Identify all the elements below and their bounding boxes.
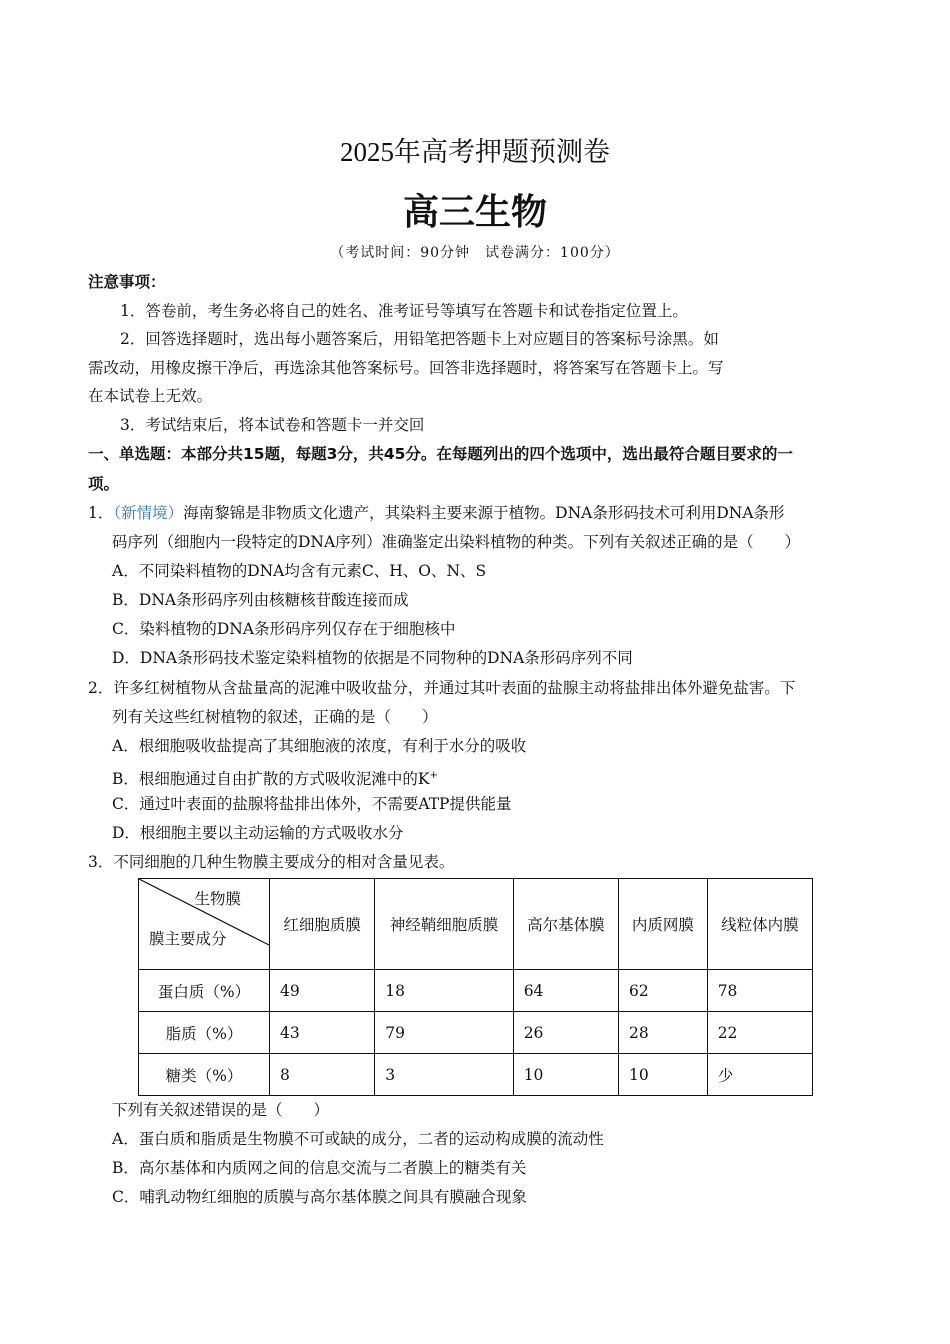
table-row-label: 脂质（%） bbox=[139, 1012, 270, 1054]
table-cell: 43 bbox=[270, 1012, 375, 1054]
table-row bbox=[139, 970, 813, 1012]
corner-top-label: 生物膜 bbox=[194, 890, 241, 908]
question-3-option-c: C．哺乳动物红细胞的质膜与高尔基体膜之间具有膜融合现象 bbox=[112, 1188, 527, 1206]
table-column-header: 线粒体内膜 bbox=[707, 879, 812, 970]
notice-item-3: 3．考试结束后，将本试卷和答题卡一并交回 bbox=[120, 416, 425, 434]
table-cell: 3 bbox=[375, 1054, 513, 1096]
question-3-stem: 3．不同细胞的几种生物膜主要成分的相对含量见表。 bbox=[88, 853, 455, 871]
table-column-header: 内质网膜 bbox=[618, 879, 707, 970]
notice-item-1: 1．答卷前，考生务必将自己的姓名、准考证号等填写在答题卡和试卷指定位置上。 bbox=[120, 302, 688, 320]
question-1-option-c: C．染料植物的DNA条形码序列仅存在于细胞核中 bbox=[112, 620, 456, 638]
notice-heading: 注意事项： bbox=[88, 273, 166, 291]
question-tag: （新情境） bbox=[113, 504, 184, 522]
table-column-header: 神经鞘细胞质膜 bbox=[375, 879, 513, 970]
question-1-option-a: A．不同染料植物的DNA均含有元素C、H、O、N、S bbox=[112, 562, 487, 580]
question-2-stem-cont: 列有关这些红树植物的叙述，正确的是（ ） bbox=[112, 708, 438, 726]
question-2-option-a: A．根细胞吸收盐提高了其细胞液的浓度，有利于水分的吸收 bbox=[112, 737, 527, 755]
table-cell: 62 bbox=[618, 970, 707, 1012]
table-column-header: 高尔基体膜 bbox=[513, 879, 618, 970]
question-3-prompt: 下列有关叙述错误的是（ ） bbox=[112, 1101, 330, 1119]
table-cell: 22 bbox=[707, 1012, 812, 1054]
table-cell: 28 bbox=[618, 1012, 707, 1054]
table-corner-cell bbox=[139, 879, 270, 970]
question-2-option-c: C．通过叶表面的盐腺将盐排出体外，不需要ATP提供能量 bbox=[112, 795, 512, 813]
table-row bbox=[139, 1012, 813, 1054]
question-1-stem bbox=[88, 499, 785, 528]
table-cell: 少 bbox=[707, 1054, 812, 1096]
table-cell: 10 bbox=[513, 1054, 618, 1096]
notice-item-2-cont: 需改动，用橡皮擦干净后，再选涂其他答案标号。回答非选择题时，将答案写在答题卡上。写 bbox=[88, 359, 724, 377]
table-cell: 49 bbox=[270, 970, 375, 1012]
subject-title: 高三生物 bbox=[402, 192, 547, 233]
table-cell: 79 bbox=[375, 1012, 513, 1054]
notice-item-2-end: 在本试卷上无效。 bbox=[88, 387, 213, 405]
question-2-stem: 2．许多红树植物从含盐量高的泥滩中吸收盐分，并通过其叶表面的盐腺主动将盐排出体外避免盐害。下 bbox=[88, 679, 796, 697]
potassium-charge: + bbox=[429, 770, 438, 781]
table-row-label: 蛋白质（%） bbox=[139, 970, 270, 1012]
corner-bottom-label: 膜主要成分 bbox=[149, 930, 227, 948]
membrane-composition-table bbox=[138, 878, 813, 1096]
question-1-option-b: B．DNA条形码序列由核糖核苷酸连接而成 bbox=[112, 591, 409, 609]
table-cell: 8 bbox=[270, 1054, 375, 1096]
notice-item-2: 2．回答选择题时，选出每小题答案后，用铅笔把答题卡上对应题目的答案标号涂黑。如 bbox=[120, 330, 719, 348]
question-2-option-d: D．根细胞主要以主动运输的方式吸收水分 bbox=[112, 824, 404, 842]
section1-heading-cont: 项。 bbox=[88, 475, 120, 493]
table-cell: 64 bbox=[513, 970, 618, 1012]
table-cell: 78 bbox=[707, 970, 812, 1012]
table-cell: 18 bbox=[375, 970, 513, 1012]
question-3-option-b: B．高尔基体和内质网之间的信息交流与二者膜上的糖类有关 bbox=[112, 1159, 527, 1177]
table-cell: 10 bbox=[618, 1054, 707, 1096]
question-1-number: 1． bbox=[88, 504, 114, 522]
exam-info: （考试时间：90分钟 试卷满分：100分） bbox=[330, 245, 620, 261]
section1-heading: 一、单选题：本部分共15题，每题3分，共45分。在每题列出的四个选项中，选出最符合题目要求的一 bbox=[88, 445, 793, 463]
table-row bbox=[139, 1054, 813, 1096]
question-3-option-a: A．蛋白质和脂质是生物膜不可或缺的成分，二者的运动构成膜的流动性 bbox=[112, 1130, 604, 1148]
table-column-header: 红细胞质膜 bbox=[270, 879, 375, 970]
question-2-option-b-text: B．根细胞通过自由扩散的方式吸收泥滩中的K bbox=[112, 770, 430, 789]
table-header-row bbox=[139, 879, 813, 970]
question-1-option-d: D．DNA条形码技术鉴定染料植物的依据是不同物种的DNA条形码序列不同 bbox=[112, 649, 633, 667]
exam-title: 2025年高考押题预测卷 bbox=[340, 137, 610, 167]
question-1-text: 海南黎锦是非物质文化遗产，其染料主要来源于植物。DNA条形码技术可利用DNA条形 bbox=[183, 504, 785, 522]
table-row-label: 糖类（%） bbox=[139, 1054, 270, 1096]
table-cell: 26 bbox=[513, 1012, 618, 1054]
question-1-stem-cont: 码序列（细胞内一段特定的DNA序列）准确鉴定出染料植物的种类。下列有关叙述正确的是（ ） bbox=[112, 533, 801, 551]
